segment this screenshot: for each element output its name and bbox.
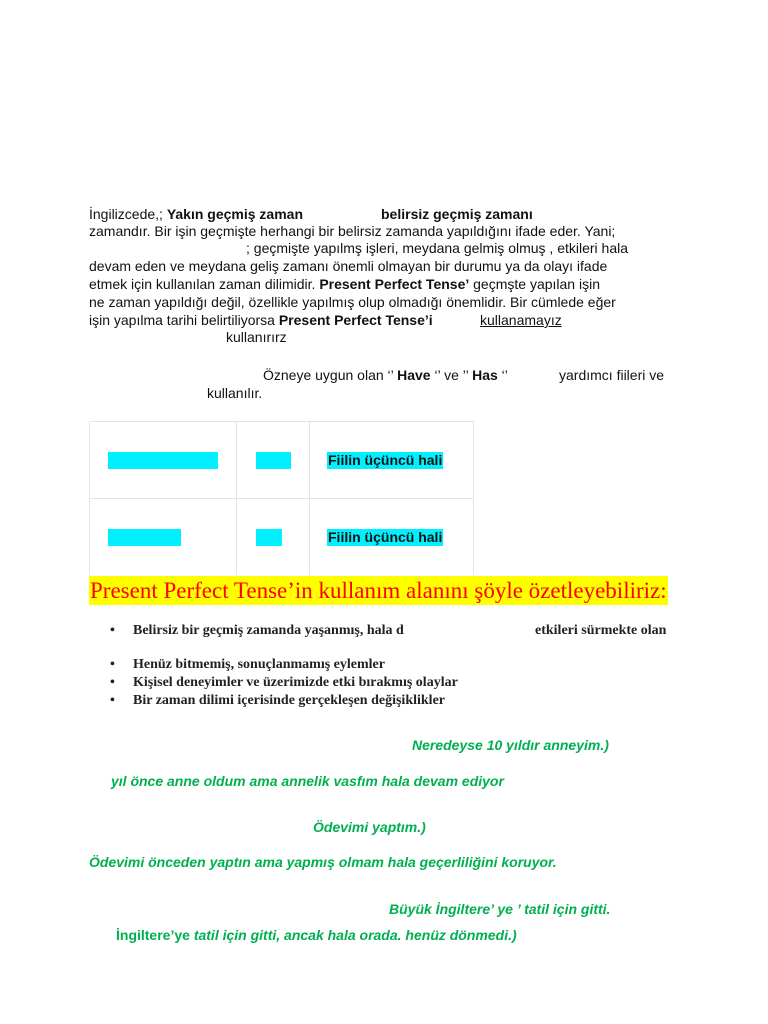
highlight-block bbox=[108, 452, 218, 469]
table-border bbox=[89, 421, 90, 575]
table-border bbox=[309, 421, 310, 575]
example-sentence: Büyük İngiltere’ ye ’ tatil için gitti. bbox=[389, 901, 611, 917]
para2-line1 bbox=[263, 367, 508, 384]
text: ‘’ ve ’’ bbox=[430, 367, 473, 383]
text: tatil için gitti, ancak hala orada. henüz dönmedi.) bbox=[193, 927, 517, 943]
highlight-block bbox=[256, 529, 282, 546]
example-explanation: Ödevimi önceden yaptın ama yapmış olmam hala geçerliliğini koruyor. bbox=[89, 854, 557, 870]
text: Özneye uygun olan ‘’ bbox=[263, 367, 398, 383]
grammar-table bbox=[89, 421, 474, 575]
text: işin yapılma tarihi belirtiliyorsa bbox=[89, 312, 279, 328]
text: geçmşte yapılan işin bbox=[469, 276, 600, 292]
bullet-icon: • bbox=[110, 623, 115, 638]
table-row-2-verb-form: Fiilin üçüncü hali bbox=[328, 529, 443, 545]
example-sentence: Neredeyse 10 yıldır anneyim.) bbox=[412, 737, 609, 753]
para1-line8: kullanırırz bbox=[226, 329, 287, 345]
bullet-icon: • bbox=[110, 675, 115, 690]
example-explanation: yıl önce anne oldum ama annelik vasfım hala devam ediyor bbox=[111, 773, 504, 789]
para1-line7 bbox=[89, 312, 433, 329]
section-heading: Present Perfect Tense’in kullanım alanını şöyle özetleyebiliriz: bbox=[90, 578, 667, 603]
table-border bbox=[89, 421, 474, 422]
table-border bbox=[473, 421, 474, 575]
para2-line1-end: yardımcı fiileri ve bbox=[559, 367, 665, 383]
list-item-text: Belirsiz bir geçmiş zamanda yaşanmış, hala d bbox=[133, 623, 404, 638]
underlined-word: kullanamayız bbox=[480, 312, 562, 328]
table-row-1-verb-form: Fiilin üçüncü hali bbox=[328, 452, 443, 468]
list-item-continuation: etkileri sürmekte olan bbox=[535, 623, 667, 638]
bold-have: Have bbox=[397, 367, 431, 383]
highlight-block bbox=[108, 529, 181, 546]
bold-term: Present Perfect Tense’i bbox=[278, 312, 433, 328]
text: İngiltere’ye bbox=[116, 927, 194, 943]
para1-line2: zamandır. Bir işin geçmişte herhangi bir belirsiz zamanda yapıldığını ifade eder. Yani; bbox=[89, 223, 616, 239]
text: İngilizcede,; bbox=[89, 206, 167, 222]
text: ‘’ bbox=[497, 367, 508, 383]
bullet-icon: • bbox=[110, 657, 115, 672]
text: etmek için kullanılan zaman dilimidir. bbox=[89, 276, 320, 292]
para1-line1-term2: belirsiz geçmiş zamanı bbox=[381, 206, 533, 222]
table-border bbox=[236, 421, 237, 575]
highlight-block bbox=[256, 452, 291, 469]
bold-has: Has bbox=[472, 367, 498, 383]
para1-line3: ; geçmişte yapılmş işleri, meydana gelmiş olmuş , etkileri hala bbox=[246, 240, 629, 256]
table-border bbox=[89, 498, 474, 499]
para1-line4: devam eden ve meydana geliş zamanı önemli olmayan bir durumu ya da olayı ifade bbox=[89, 258, 608, 274]
bold-term: Yakın geçmiş zaman bbox=[166, 206, 304, 222]
para1-line5 bbox=[89, 276, 600, 293]
example-explanation bbox=[116, 927, 517, 944]
bullet-icon: • bbox=[110, 693, 115, 708]
list-item-text: Bir zaman dilimi içerisinde gerçekleşen değişiklikler bbox=[133, 693, 445, 708]
para1-line1 bbox=[89, 206, 303, 223]
example-sentence: Ödevimi yaptım.) bbox=[313, 819, 426, 835]
para2-line2: kullanılır. bbox=[207, 385, 263, 401]
para1-line6: ne zaman yapıldığı değil, özellikle yapılmış olup olmadığı önemlidir. Bir cümlede eğer bbox=[89, 294, 616, 310]
list-item-text: Henüz bitmemiş, sonuçlanmamış eylemler bbox=[133, 657, 385, 672]
bold-term: Present Perfect Tense’ bbox=[319, 276, 470, 292]
list-item-text: Kişisel deneyimler ve üzerimizde etki bırakmış olaylar bbox=[133, 675, 458, 690]
